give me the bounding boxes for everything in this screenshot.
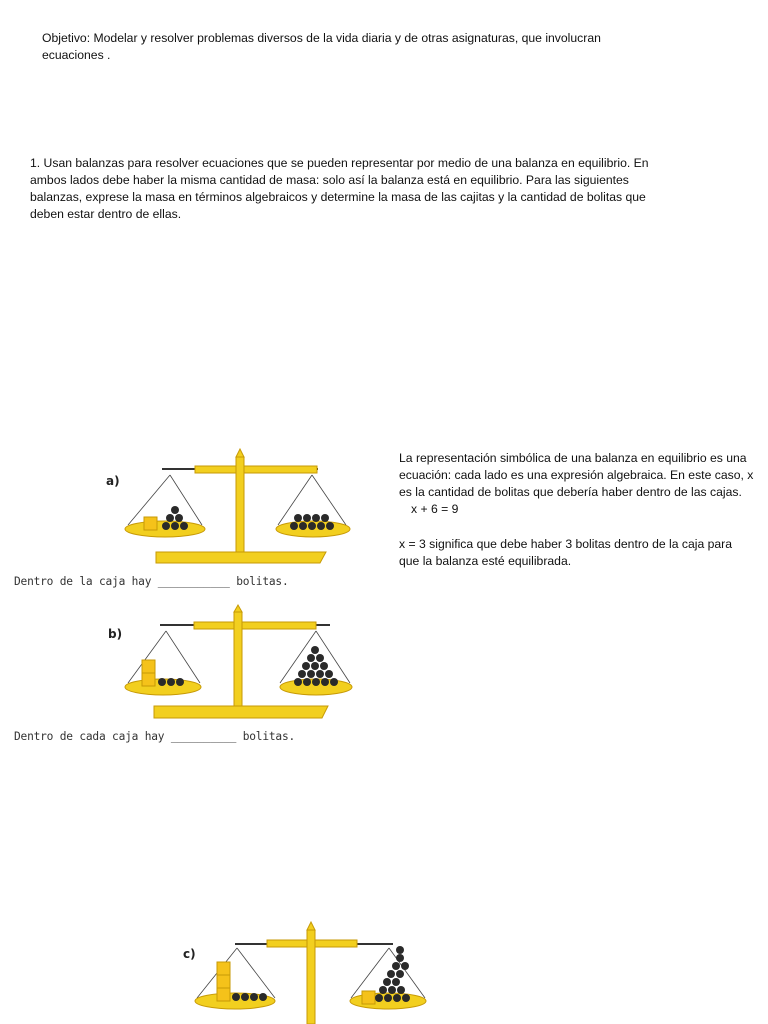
question-1-line: ambos lados debe haber la misma cantidad de masa: solo así la balanza está en equilibrio. Para las siguientes: [30, 173, 629, 187]
ball: [311, 662, 319, 670]
right-balls: [294, 646, 338, 686]
scale-post: [234, 612, 242, 707]
scale-post: [236, 457, 244, 552]
ball: [259, 993, 267, 1001]
ball: [175, 514, 183, 522]
scale-post-tip: [234, 605, 242, 612]
scale-beam: [195, 466, 317, 473]
scale-label: b): [108, 627, 123, 641]
ball: [307, 670, 315, 678]
ball: [325, 670, 333, 678]
scale-post-tip: [307, 922, 315, 930]
ball: [180, 522, 188, 530]
explanation-line: x = 3 significa que debe haber 3 bolitas dentro de la caja para: [399, 537, 733, 551]
mystery-box: [217, 988, 230, 1001]
scale-label: a): [106, 474, 120, 488]
ball: [294, 514, 302, 522]
question-1-line: 1. Usan balanzas para resolver ecuaciones que se pueden representar por medio de una balanza en equilibrio. En: [30, 156, 649, 170]
equation-line: x + 6 = 9: [411, 502, 459, 516]
explanation-line: ecuación: cada lado es una expresión algebraica. En este caso, x: [399, 468, 754, 482]
ball: [401, 962, 409, 970]
explanation-line: La representación simbólica de una balanza en equilibrio es una: [399, 451, 747, 465]
ball: [307, 654, 315, 662]
ball: [321, 514, 329, 522]
ball: [241, 993, 249, 1001]
left-pan-string: [237, 948, 275, 998]
ball: [383, 978, 391, 986]
mystery-box: [144, 517, 157, 530]
scale-post: [307, 930, 315, 1024]
ball: [396, 946, 404, 954]
ball: [392, 978, 400, 986]
ball: [396, 970, 404, 978]
explanation-line: es la cantidad de bolitas que debería haber dentro de las cajas.: [399, 485, 742, 499]
question-1-line: balanzas, exprese la masa en términos algebraicos y determine la masa de las cajitas y la cantidad de bolitas que: [30, 190, 646, 204]
ball: [379, 986, 387, 994]
ball: [250, 993, 258, 1001]
ball: [387, 970, 395, 978]
scale-base: [154, 706, 328, 718]
left-balls: [162, 506, 188, 530]
ball: [312, 514, 320, 522]
ball: [171, 506, 179, 514]
balance-scale-b: [100, 605, 360, 725]
answer-caption-a: Dentro de la caja hay ___________ bolitas.: [14, 575, 289, 588]
ball: [303, 514, 311, 522]
ball: [375, 994, 383, 1002]
ball: [171, 522, 179, 530]
ball: [402, 994, 410, 1002]
explanation-line: que la balanza esté equilibrada.: [399, 554, 572, 568]
mystery-box: [142, 673, 155, 686]
balance-scale-c: [175, 920, 435, 1024]
scale-label: c): [183, 947, 196, 961]
mystery-box: [217, 962, 230, 975]
ball: [388, 986, 396, 994]
ball: [298, 670, 306, 678]
ball: [176, 678, 184, 686]
ball: [397, 986, 405, 994]
scale-post-tip: [236, 449, 244, 457]
ball: [158, 678, 166, 686]
objective-line-2: ecuaciones .: [42, 48, 111, 62]
ball: [316, 670, 324, 678]
question-1-line: deben estar dentro de ellas.: [30, 207, 182, 221]
ball: [316, 654, 324, 662]
left-balls: [158, 678, 184, 686]
ball: [308, 522, 316, 530]
objective-line-1: Objetivo: Modelar y resolver problemas diversos de la vida diaria y de otras asignaturas, que involucran: [42, 31, 601, 45]
mystery-box: [362, 991, 375, 1004]
ball: [303, 678, 311, 686]
mystery-box: [217, 975, 230, 988]
ball: [294, 678, 302, 686]
ball: [299, 522, 307, 530]
ball: [232, 993, 240, 1001]
ball: [166, 514, 174, 522]
ball: [392, 962, 400, 970]
answer-caption-b: Dentro de cada caja hay __________ bolitas.: [14, 730, 296, 743]
ball: [302, 662, 310, 670]
ball: [393, 994, 401, 1002]
scale-beam: [194, 622, 316, 629]
ball: [384, 994, 392, 1002]
mystery-box: [142, 660, 155, 673]
ball: [167, 678, 175, 686]
left-pan-string: [166, 631, 200, 683]
balance-scale-a: [100, 445, 340, 570]
scale-base: [156, 552, 326, 563]
ball: [317, 522, 325, 530]
ball: [290, 522, 298, 530]
ball: [312, 678, 320, 686]
ball: [320, 662, 328, 670]
ball: [326, 522, 334, 530]
left-pan-string: [170, 475, 202, 525]
ball: [321, 678, 329, 686]
ball: [330, 678, 338, 686]
ball: [162, 522, 170, 530]
ball: [311, 646, 319, 654]
ball: [396, 954, 404, 962]
